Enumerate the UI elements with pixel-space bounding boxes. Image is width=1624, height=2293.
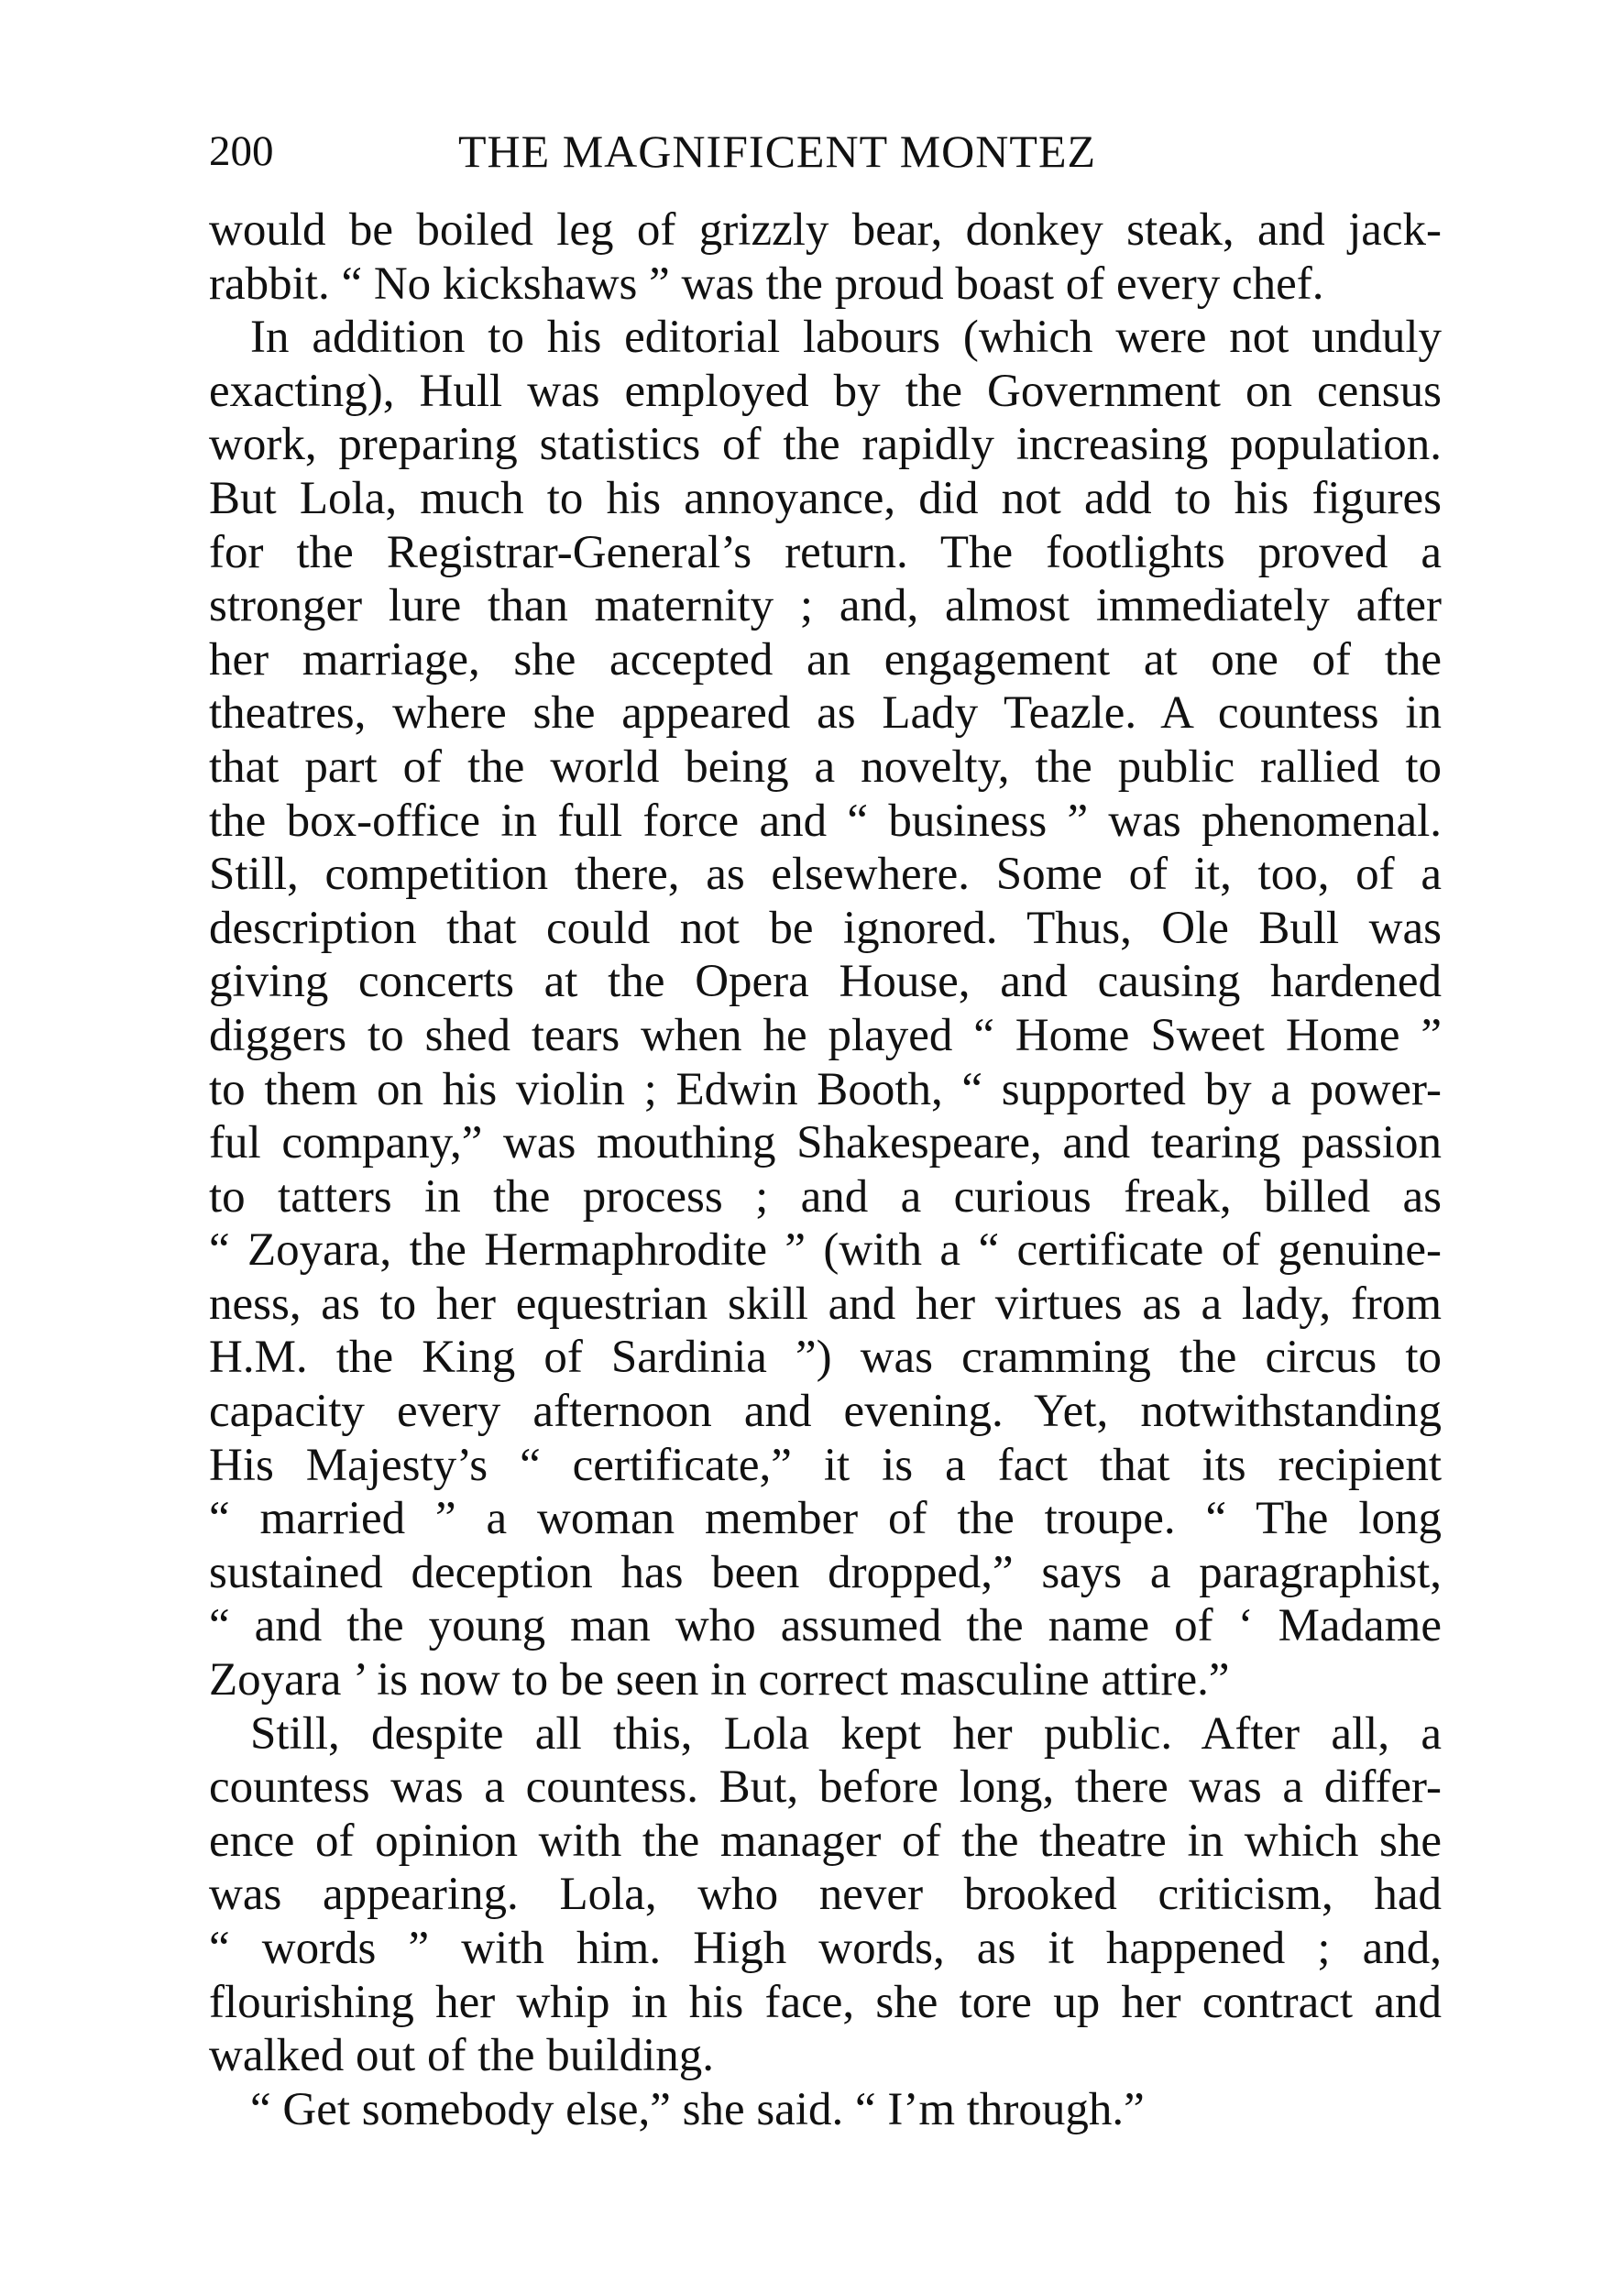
running-title: THE MAGNIFICENT MONTEZ: [458, 126, 1097, 177]
text-line: giving concerts at the Opera House, and causing hardened: [209, 956, 1442, 1008]
text-line: diggers to shed tears when he played “ Home Sweet Home ”: [209, 1009, 1442, 1061]
text-line: But Lola, much to his annoyance, did not add to his figures: [209, 472, 1442, 524]
running-head: [209, 119, 1442, 183]
text-line: Still, despite all this, Lola kept her public. After all, a: [250, 1707, 1442, 1760]
text-line: “ and the young man who assumed the name of ‘ Madame: [209, 1600, 1442, 1652]
text-line: Zoyara ’ is now to be seen in correct masculine attire.”: [209, 1654, 1230, 1706]
text-line: would be boiled leg of grizzly bear, donkey steak, and jack-: [209, 204, 1442, 256]
text-line: work, preparing statistics of the rapidly increasing population.: [209, 419, 1442, 471]
text-line: Still, competition there, as elsewhere. Some of it, too, of a: [209, 849, 1442, 901]
text-line: ful company,” was mouthing Shakespeare, and tearing passion: [209, 1117, 1442, 1169]
text-line: countess was a countess. But, before long, there was a differ-: [209, 1761, 1442, 1814]
text-line: the box-office in full force and “ business ” was phenomenal.: [209, 795, 1442, 847]
text-line: was appearing. Lola, who never brooked criticism, had: [209, 1869, 1442, 1921]
text-line: “ words ” with him. High words, as it happened ; and,: [209, 1923, 1442, 1974]
text-line: “ married ” a woman member of the troupe. “ The long: [209, 1493, 1442, 1545]
page-number: 200: [209, 127, 274, 175]
text-line: description that could not be ignored. Thus, Ole Bull was: [209, 902, 1442, 954]
text-line: sustained deception has been dropped,” says a paragraphist,: [209, 1546, 1442, 1598]
text-line: stronger lure than maternity ; and, almost immediately after: [209, 580, 1442, 632]
body-text: [209, 203, 1442, 2136]
text-line: His Majesty’s “ certificate,” it is a fact that its recipient: [209, 1439, 1442, 1491]
text-line: walked out of the building.: [209, 2030, 714, 2082]
text-line: flourishing her whip in his face, she tore up her contract and: [209, 1976, 1442, 2028]
text-line: for the Registrar-General’s return. The footlights proved a: [209, 526, 1442, 578]
text-line: ence of opinion with the manager of the theatre in which she: [209, 1815, 1442, 1867]
text-line: rabbit. “ No kickshaws ” was the proud boast of every chef.: [209, 258, 1324, 310]
text-line: her marriage, she accepted an engagement at one of the: [209, 633, 1442, 686]
text-line: theatres, where she appeared as Lady Teazle. A countess in: [209, 687, 1442, 740]
text-line: that part of the world being a novelty, the public rallied to: [209, 741, 1442, 793]
text-line: capacity every afternoon and evening. Yet, notwithstanding: [209, 1386, 1442, 1438]
text-line: H.M. the King of Sardinia ”) was cramming the circus to: [209, 1332, 1442, 1384]
text-line: to tatters in the process ; and a curious freak, billed as: [209, 1170, 1442, 1223]
text-line: to them on his violin ; Edwin Booth, “ supported by a power-: [209, 1063, 1442, 1115]
text-line: “ Get somebody else,” she said. “ I’m through.”: [250, 2083, 1145, 2135]
text-line: ness, as to her equestrian skill and her virtues as a lady, from: [209, 1278, 1442, 1330]
text-line: In addition to his editorial labours (which were not unduly: [250, 312, 1442, 364]
text-line: exacting), Hull was employed by the Government on census: [209, 365, 1442, 417]
text-line: “ Zoyara, the Hermaphrodite ” (with a “ certificate of genuine-: [209, 1224, 1442, 1277]
